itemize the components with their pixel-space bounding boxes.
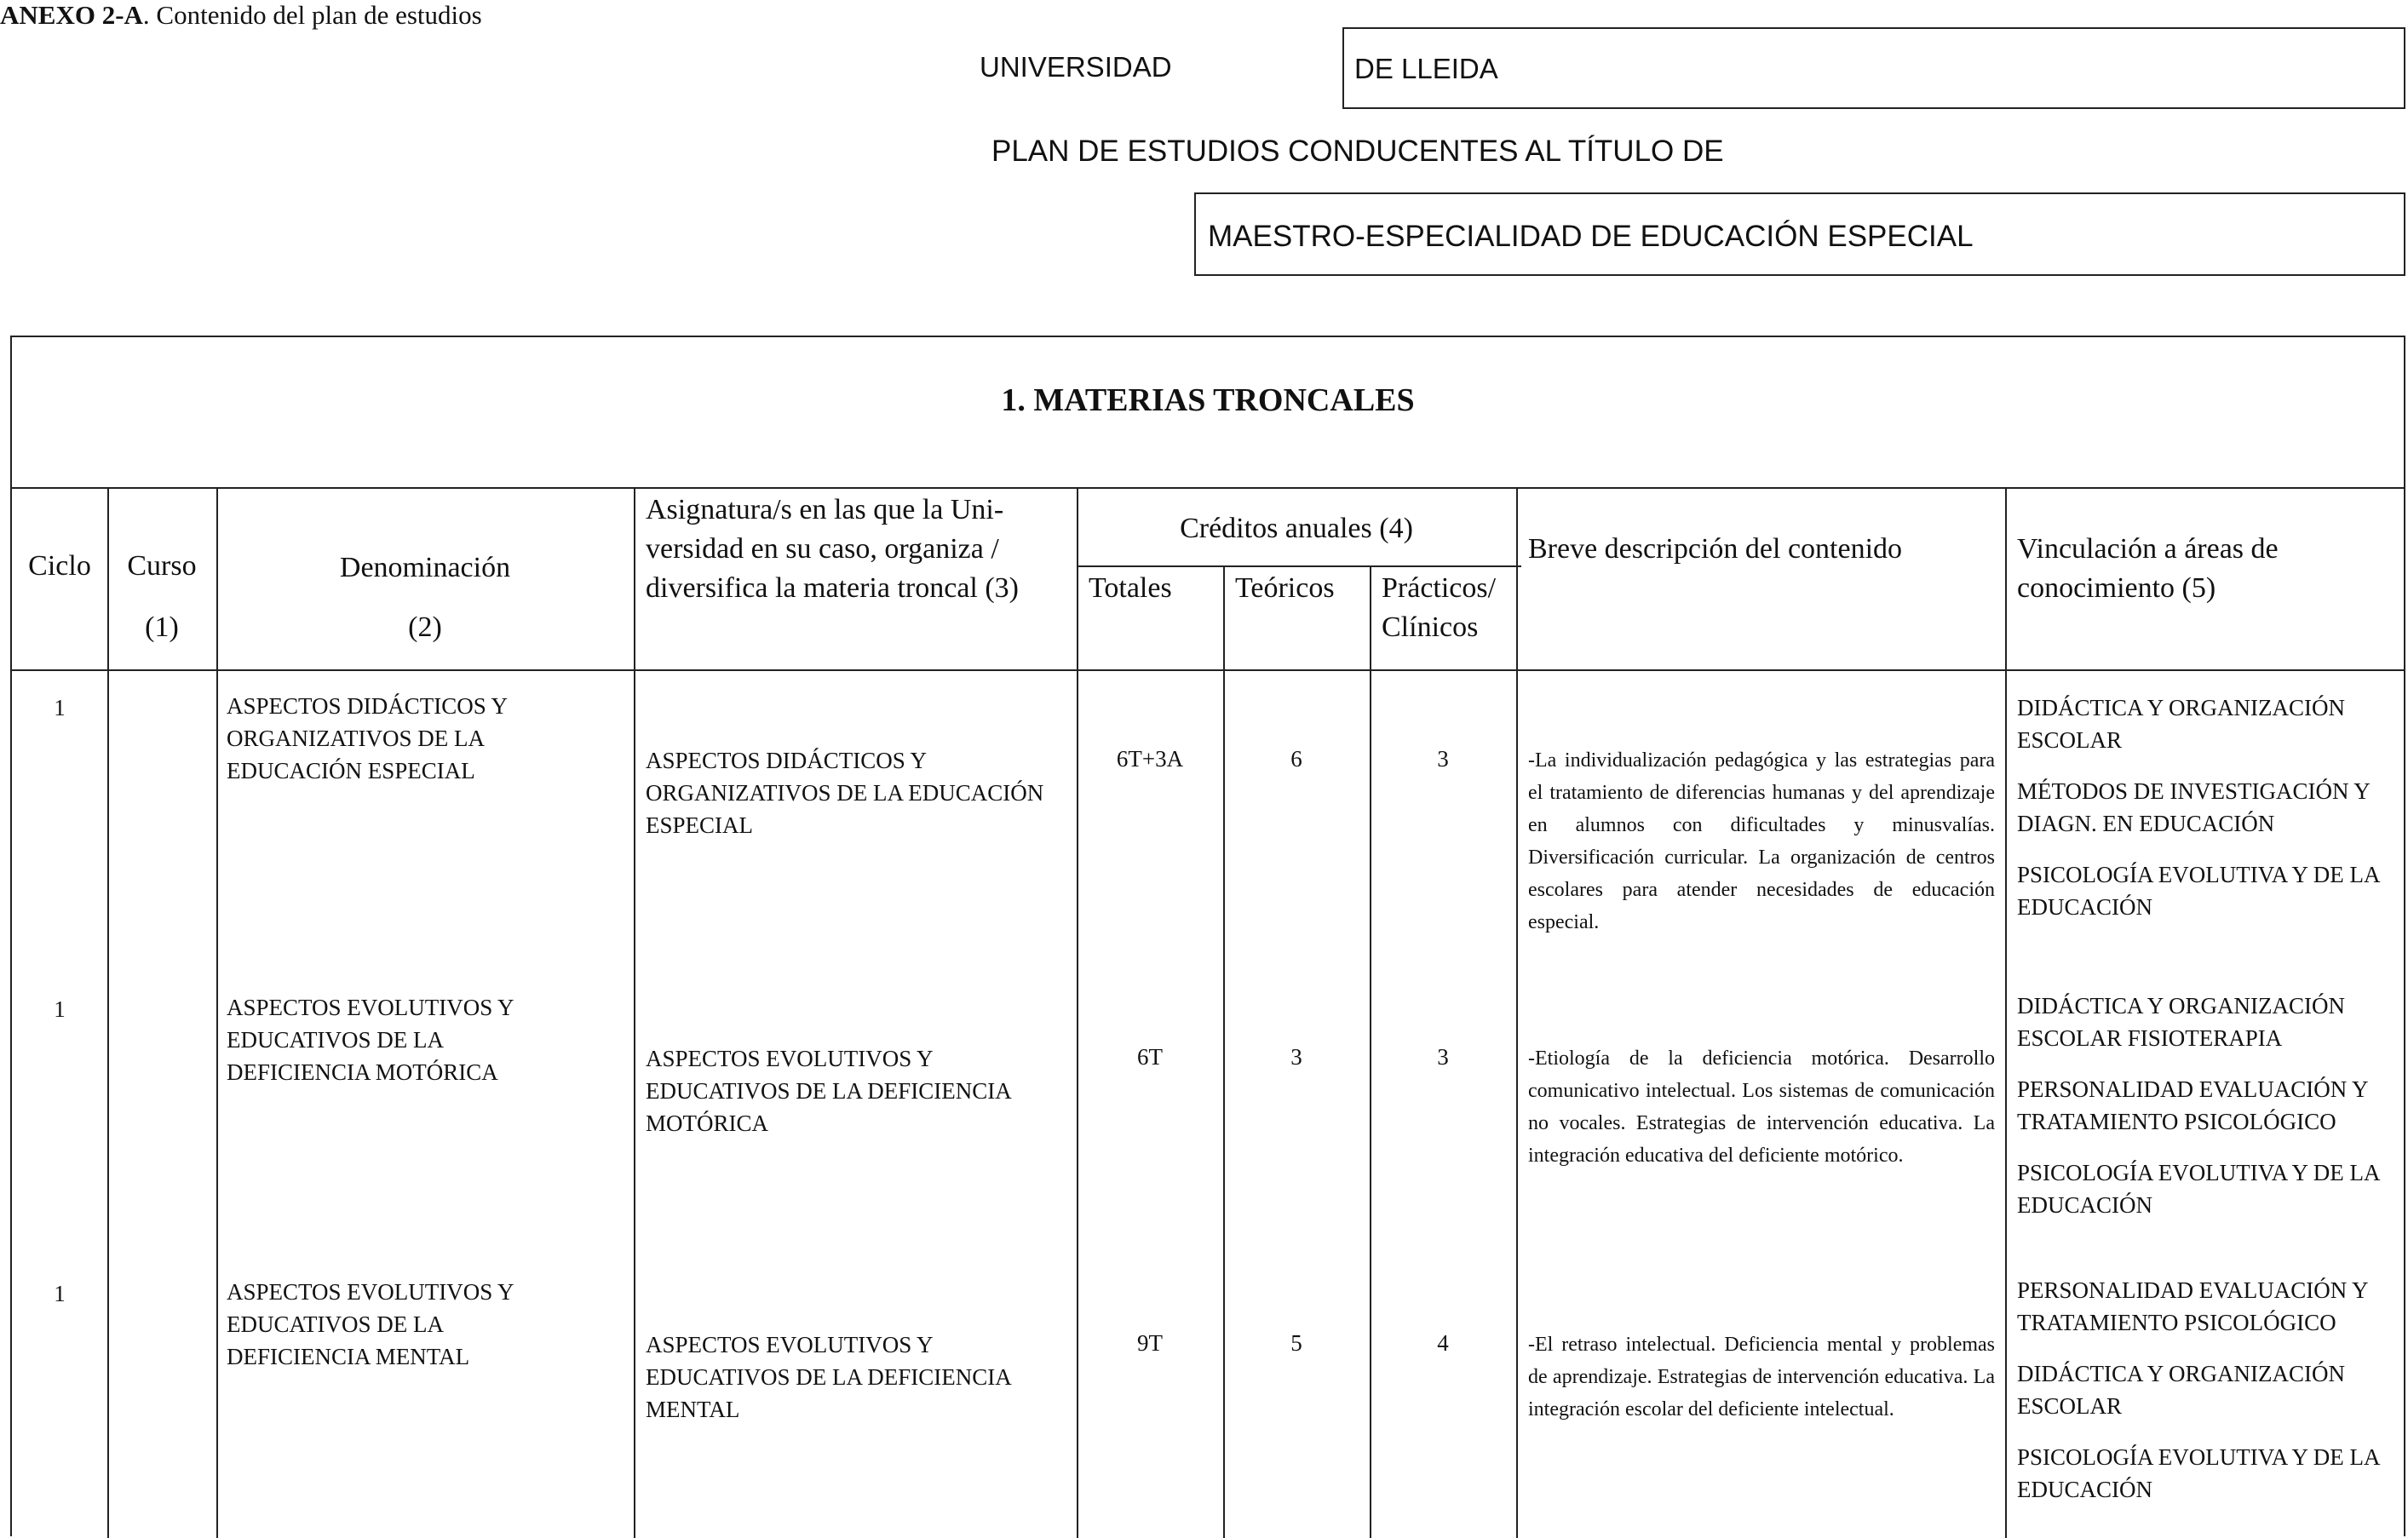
row3-totales: 9T (1137, 1330, 1163, 1356)
row3-area: PERSONALIDAD EVALUACIÓN Y TRATAMIENTO PSICOLÓGICO (2017, 1277, 2368, 1335)
annex-number: ANEXO 2-A (0, 0, 143, 30)
university-label: UNIVERSIDAD (980, 51, 1172, 83)
row2-area: PSICOLOGÍA EVOLUTIVA Y DE LA EDUCACIÓN (2017, 1160, 2379, 1218)
row2-descripcion: -Etiología de la deficiencia motórica. Desarrollo comunicativo intelectual. Los sistemas de comunicación no vocales. Estrategias de intervención educativa. La integración educativa del deficiente motórico. (1528, 1047, 1995, 1167)
row3-teoricos: 5 (1290, 1330, 1302, 1356)
row1-totales: 6T+3A (1116, 746, 1184, 772)
row2-totales: 6T (1137, 1044, 1163, 1070)
header-asignaturas-line2: versidad en su caso, organiza / (646, 533, 999, 565)
section-title: 1. MATERIAS TRONCALES (1001, 382, 1415, 418)
header-practicos-line1: Prácticos/ (1382, 572, 1497, 604)
row3-denominacion: ASPECTOS EVOLUTIVOS Y EDUCATIVOS DE LA DEFICIENCIA MENTAL (227, 1279, 514, 1369)
row2-area: DIDÁCTICA Y ORGANIZACIÓN ESCOLAR FISIOTERAPIA (2017, 993, 2345, 1051)
row1-ciclo: 1 (54, 695, 66, 720)
row2-ciclo: 1 (54, 996, 66, 1022)
row2-denominacion: ASPECTOS EVOLUTIVOS Y EDUCATIVOS DE LA DEFICIENCIA MOTÓRICA (227, 995, 514, 1085)
annex-description: . Contenido del plan de estudios (142, 0, 482, 30)
credits-sub-rule (1077, 565, 1521, 567)
row3-areas (2017, 1274, 2400, 1524)
row2-area: PERSONALIDAD EVALUACIÓN Y TRATAMIENTO PSICOLÓGICO (2017, 1076, 2368, 1134)
row3-practicos: 4 (1437, 1330, 1449, 1356)
header-descripcion: Breve descripción del contenido (1528, 533, 1903, 565)
row1-denominacion: ASPECTOS DIDÁCTICOS Y ORGANIZATIVOS DE LA EDUCACIÓN ESPECIAL (227, 693, 508, 783)
header-curso: Curso (127, 550, 197, 582)
university-box (1342, 27, 2405, 109)
row1-areas (2017, 692, 2400, 942)
header-curso-note: (1) (145, 611, 179, 643)
row3-ciclo: 1 (54, 1281, 66, 1306)
header-top-rule (12, 487, 2404, 489)
header-vinculacion-line1: Vinculación a áreas de (2017, 533, 2279, 565)
header-bottom-rule (12, 669, 2404, 671)
col-rule-vinculacion (2005, 487, 2007, 1538)
row3-descripcion: -El retraso intelectual. Deficiencia mental y problemas de aprendizaje. Estrategias de intervención educativa. La integración escolar del deficiente intelectual. (1528, 1334, 1995, 1420)
row1-area: MÉTODOS DE INVESTIGACIÓN Y DIAGN. EN EDUCACIÓN (2017, 778, 2370, 836)
header-practicos-line2: Clínicos (1382, 611, 1479, 643)
row3-area: DIDÁCTICA Y ORGANIZACIÓN ESCOLAR (2017, 1361, 2345, 1419)
university-value: DE LLEIDA (1354, 53, 1498, 84)
header-vinculacion-line2: conocimiento (5) (2017, 572, 2216, 604)
annex-heading (0, 0, 482, 31)
row3-area: PSICOLOGÍA EVOLUTIVA Y DE LA EDUCACIÓN (2017, 1444, 2379, 1502)
header-totales: Totales (1089, 572, 1172, 604)
col-rule-totales (1077, 487, 1078, 1538)
col-rule-asignatura (634, 487, 635, 1538)
row2-areas (2017, 990, 2400, 1240)
row2-asignatura: ASPECTOS EVOLUTIVOS Y EDUCATIVOS DE LA DEFICIENCIA MOTÓRICA (646, 1046, 1011, 1136)
row1-practicos: 3 (1437, 746, 1449, 772)
header-ciclo: Ciclo (28, 550, 91, 582)
degree-title-box (1194, 192, 2405, 276)
col-rule-descripcion (1516, 487, 1518, 1538)
header-asignaturas-line1: Asignatura/s en las que la Uni- (646, 494, 1004, 525)
plan-label: PLAN DE ESTUDIOS CONDUCENTES AL TÍTULO DE (991, 135, 1724, 168)
header-denominacion: Denominación (339, 552, 511, 583)
header-teoricos: Teóricos (1235, 572, 1335, 604)
header-asignaturas-line3: diversifica la materia troncal (3) (646, 572, 1019, 604)
row2-practicos: 3 (1437, 1044, 1449, 1070)
row1-asignatura: ASPECTOS DIDÁCTICOS Y ORGANIZATIVOS DE LA EDUCACIÓN ESPECIAL (646, 748, 1044, 838)
row2-teoricos: 3 (1290, 1044, 1302, 1070)
row3-asignatura: ASPECTOS EVOLUTIVOS Y EDUCATIVOS DE LA DEFICIENCIA MENTAL (646, 1332, 1011, 1422)
degree-title: MAESTRO-ESPECIALIDAD DE EDUCACIÓN ESPECIAL (1208, 220, 1974, 253)
header-denominacion-note: (2) (408, 611, 442, 643)
row1-teoricos: 6 (1290, 746, 1302, 772)
header-creditos: Créditos anuales (4) (1180, 513, 1413, 544)
row1-area: DIDÁCTICA Y ORGANIZACIÓN ESCOLAR (2017, 695, 2345, 753)
row1-descripcion: -La individualización pedagógica y las estrategias para el tratamiento de diferencias humanas y del aprendizaje en alumnos con dificultades y minusvalías. Diversificación curricular. La organización de centros escolares para atender necesidades de educación especial. (1528, 749, 1995, 933)
row1-area: PSICOLOGÍA EVOLUTIVA Y DE LA EDUCACIÓN (2017, 862, 2379, 920)
subjects-table (10, 336, 2405, 1536)
